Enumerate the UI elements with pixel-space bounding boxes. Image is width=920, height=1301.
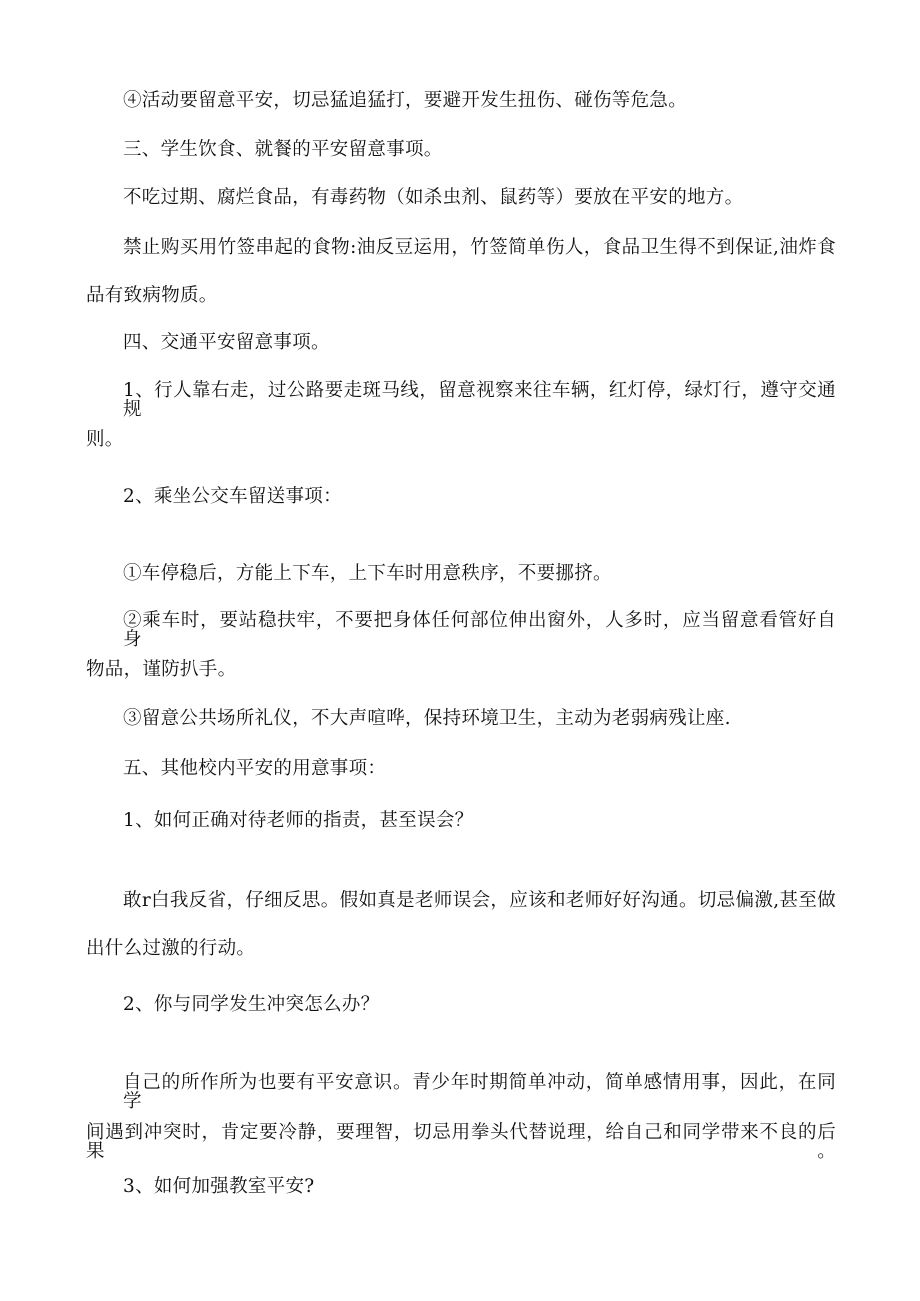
- text-line: ④活动要留意平安，切忌猛追猛打，要避开发生扭伤、碰伤等危急。: [123, 90, 688, 111]
- text-line: 品有致病物质。: [86, 285, 218, 306]
- section-heading: 四、交通平安留意事项。: [123, 332, 330, 353]
- text-line: ③留意公共场所礼仪，不大声喧哗，保持环境卫生，主动为老弱病残让座.: [123, 708, 731, 729]
- text-line: ②乘车时，要站稳扶牢，不要把身体任何部位伸出窗外，人多时，应当留意看管好自身: [123, 610, 836, 650]
- text-line: 自己的所作所为也要有平安意识。青少年时期简单冲动，简单感情用事，因此，在同学: [123, 1072, 836, 1112]
- subheading: 3、如何加强教室平安?: [123, 1176, 315, 1197]
- text-line: 物品，谨防扒手。: [86, 659, 237, 680]
- text-line: 间遇到冲突时，肯定要冷静，要理智，切忌用拳头代替说理，给自己和同学带来不良的后果。: [86, 1122, 836, 1162]
- text-line: 则。: [86, 429, 124, 450]
- section-heading: 三、学生饮食、就餐的平安留意事项。: [123, 139, 443, 160]
- text-line: 出什么过激的行动。: [86, 938, 256, 959]
- text-line: 不吃过期、腐烂食品，有毒药物（如杀虫剂、鼠药等）要放在平安的地方。: [123, 187, 744, 208]
- text-line: ①车停稳后，方能上下车，上下车时用意秩序，不要挪挤。: [123, 563, 612, 584]
- section-heading: 五、其他校内平安的用意事项：: [123, 758, 387, 779]
- subheading: 1、如何正确对待老师的指责，甚至误会？: [123, 810, 474, 831]
- text-line: 禁止购买用竹签串起的食物:油反豆运用，竹签简单伤人，食品卫生得不到保证,油炸食: [123, 237, 836, 258]
- text-line: 敢r白我反省，仔细反思。假如真是老师误会，应该和老师好好沟通。切忌偏激,甚至做: [123, 890, 836, 911]
- text-line: 1、行人靠右走，过公路要走斑马线，留意视察来往车辆，红灯停，绿灯行，遵守交通规: [123, 380, 836, 420]
- subheading: 2、你与同学发生冲突怎么办？: [123, 994, 380, 1015]
- subheading: 2、乘坐公交车留送事项：: [123, 486, 342, 507]
